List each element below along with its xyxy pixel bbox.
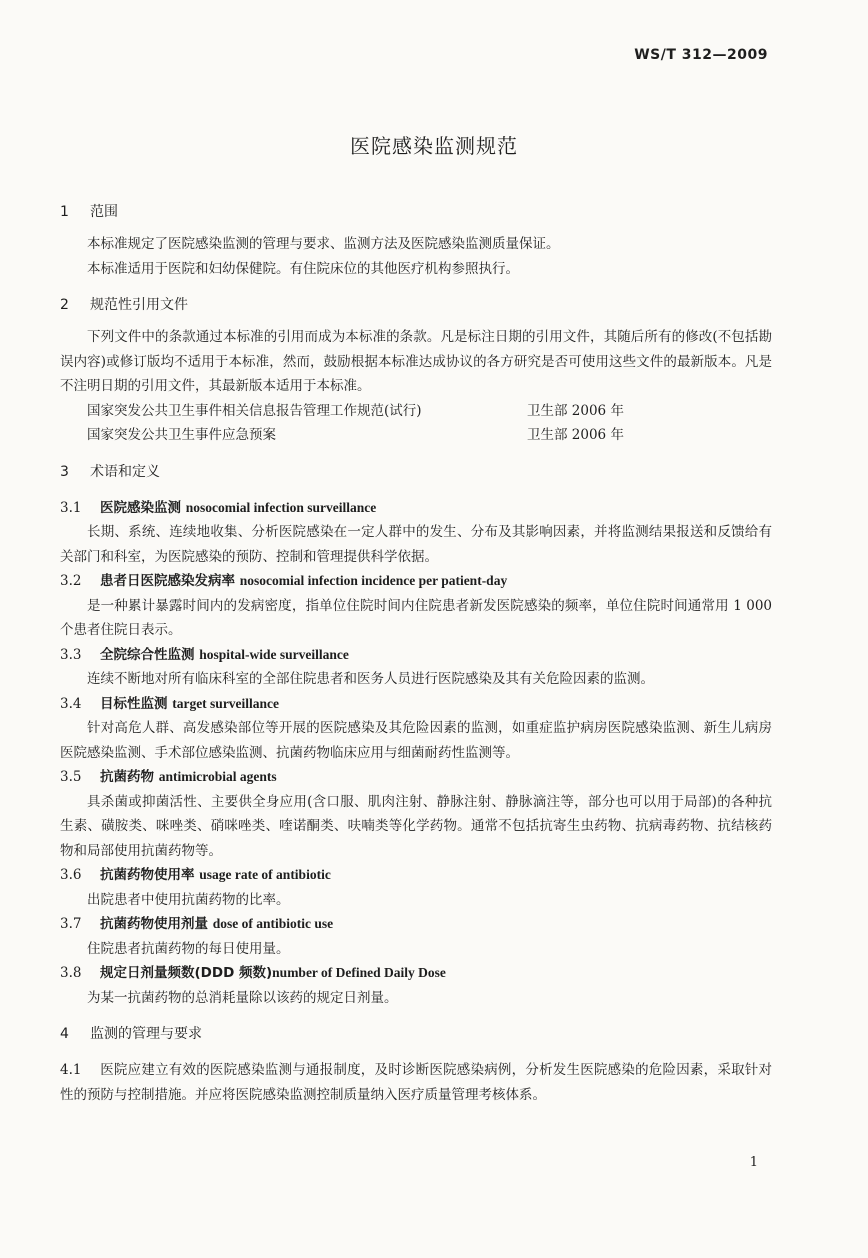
standard-code: WS/T 312—2009: [634, 47, 768, 63]
term-definition: 长期、系统、连续地收集、分析医院感染在一定人群中的发生、分布及其影响因素，并将监测结果报送和反馈给有关部门和科室，为医院感染的预防、控制和管理提供科学依据。: [60, 524, 772, 565]
term-definition: 具杀菌或抑菌活性、主要供全身应用(含口服、肌肉注射、静脉注射、静脉滴注等，部分也可以用于局部)的各种抗生素、磺胺类、咪唑类、硝咪唑类、喹诺酮类、呋喃类等化学药物。通常不包括抗寄生虫药物、抗病毒药物、抗结核药物和局部使用抗菌药物等。: [60, 793, 772, 859]
term-definition: 出院患者中使用抗菌药物的比率。: [87, 891, 290, 908]
document-body: [60, 200, 772, 1107]
paragraph: 本标准适用于医院和妇幼保健院。有住院床位的其他医疗机构参照执行。: [87, 260, 519, 277]
reference-item: 国家突发公共卫生事件应急预案 卫生部 2006 年: [87, 427, 624, 443]
section-heading: 1 范围: [60, 204, 118, 220]
term-heading: 3.6 抗菌药物使用率 usage rate of antibiotic: [60, 867, 331, 883]
paragraph: 本标准规定了医院感染监测的管理与要求、监测方法及医院感染监测质量保证。: [87, 236, 560, 252]
term-heading: 3.3 全院综合性监测 hospital-wide surveillance: [60, 646, 349, 663]
section-heading: 3 术语和定义: [60, 463, 160, 480]
section-heading: 4 监测的管理与要求: [60, 1026, 202, 1042]
term-heading: 3.4 目标性监测 target surveillance: [60, 695, 280, 712]
term-heading: 3.7 抗菌药物使用剂量 dose of antibiotic use: [60, 916, 334, 932]
page-number: 1: [749, 1155, 758, 1170]
term-heading: 3.5 抗菌药物 antimicrobial agents: [60, 769, 277, 785]
clause-4-1: 4.1 医院应建立有效的医院感染监测与通报制度，及时诊断医院感染病例，分析发生医院感染的危险因素，采取针对性的预防与控制措施。并应将医院感染监测控制质量纳入医疗质量管理考核体系。: [60, 1062, 772, 1103]
term-heading: 3.8 规定日剂量频数(DDD 频数)number of Defined Daily Dose: [60, 965, 446, 981]
term-definition: 住院患者抗菌药物的每日使用量。: [87, 940, 290, 957]
paragraph: 下列文件中的条款通过本标准的引用而成为本标准的条款。凡是标注日期的引用文件，其随后所有的修改(不包括勘误内容)或修订版均不适用于本标准，然而，鼓励根据本标准达成协议的各方研究是否可使用这些文件的最新版本。凡是不注明日期的引用文件，其最新版本适用于本标准。: [60, 329, 772, 394]
term-heading: 3.1 医院感染监测 nosocomial infection surveillance: [60, 499, 377, 516]
term-heading: 3.2 患者日医院感染发病率 nosocomial infection incidence per patient-day: [60, 573, 508, 589]
term-definition: 连续不断地对所有临床科室的全部住院患者和医务人员进行医院感染及其有关危险因素的监测。: [87, 671, 654, 687]
term-definition: 为某一抗菌药物的总消耗量除以该药的规定日剂量。: [87, 989, 398, 1006]
section-heading: 2 规范性引用文件: [60, 297, 188, 313]
term-definition: 针对高危人群、高发感染部位等开展的医院感染及其危险因素的监测，如重症监护病房医院感染监测、新生儿病房医院感染监测、手术部位感染监测、抗菌药物临床应用与细菌耐药性监测等。: [60, 720, 772, 761]
reference-item: 国家突发公共卫生事件相关信息报告管理工作规范(试行) 卫生部 2006 年: [87, 402, 624, 419]
term-definition: 是一种累计暴露时间内的发病密度，指单位住院时间内住院患者新发医院感染的频率，单位住院时间通常用 1 000 个患者住院日表示。: [60, 597, 772, 638]
document-title: 医院感染监测规范: [350, 134, 518, 158]
